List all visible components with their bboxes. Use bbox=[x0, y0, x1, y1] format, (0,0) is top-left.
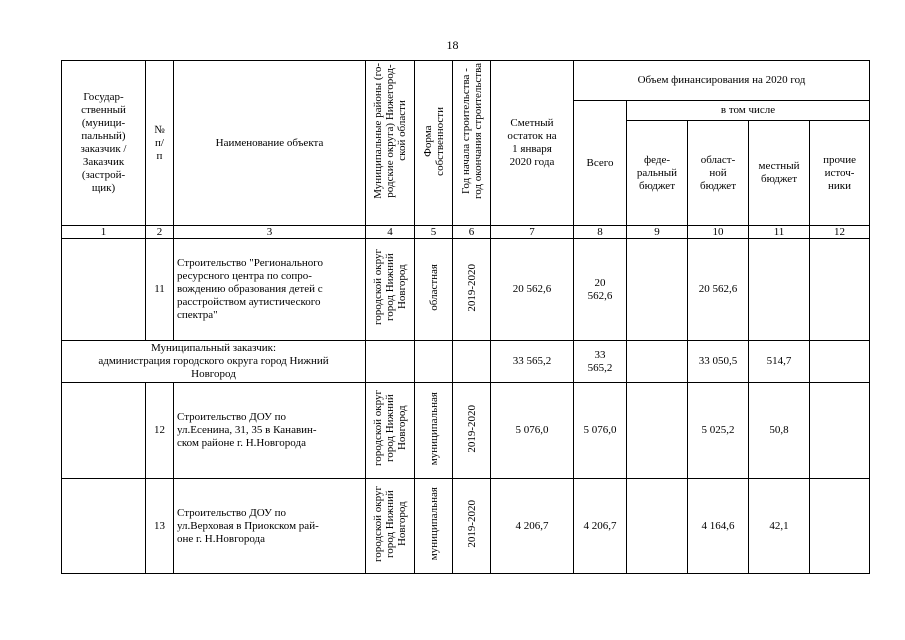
subtotal-local: 514,7 bbox=[749, 341, 810, 383]
table-row bbox=[62, 479, 870, 574]
column-number: 11 bbox=[749, 226, 810, 239]
row-customer bbox=[62, 383, 146, 479]
column-number: 12 bbox=[810, 226, 870, 239]
row-district: городской округ город Нижний Новгород bbox=[366, 383, 415, 479]
row-other bbox=[810, 479, 870, 574]
header-remainder: Сметный остаток на 1 января 2020 года bbox=[491, 61, 574, 226]
row-num: 13 bbox=[146, 479, 174, 574]
row-object-name: Строительство ДОУ по ул.Верховая в Приокском рай- оне г. Н.Новгорода bbox=[174, 479, 366, 574]
row-local: 50,8 bbox=[749, 383, 810, 479]
header-local: местный бюджет bbox=[749, 121, 810, 226]
column-numbers-row bbox=[62, 226, 870, 239]
page-number: 18 bbox=[446, 38, 459, 52]
header-funding: Объем финансирования на 2020 год bbox=[574, 61, 870, 101]
column-number: 6 bbox=[453, 226, 491, 239]
table-row bbox=[62, 239, 870, 341]
column-number: 4 bbox=[366, 226, 415, 239]
row-local bbox=[749, 239, 810, 341]
column-number: 1 bbox=[62, 226, 146, 239]
row-total: 4 206,7 bbox=[574, 479, 627, 574]
table-row bbox=[62, 383, 870, 479]
header-district: Муниципальные районы (го- родские округа) Нижегород- ской области bbox=[366, 61, 415, 226]
row-customer bbox=[62, 479, 146, 574]
row-remainder: 4 206,7 bbox=[491, 479, 574, 574]
row-years: 2019-2020 bbox=[453, 383, 491, 479]
row-remainder: 20 562,6 bbox=[491, 239, 574, 341]
row-local: 42,1 bbox=[749, 479, 810, 574]
row-other bbox=[810, 383, 870, 479]
row-years: 2019-2020 bbox=[453, 479, 491, 574]
row-district: городской округ город Нижний Новгород bbox=[366, 239, 415, 341]
column-number: 10 bbox=[688, 226, 749, 239]
column-number: 2 bbox=[146, 226, 174, 239]
subtotal-federal bbox=[627, 341, 688, 383]
subtotal-other bbox=[810, 341, 870, 383]
row-object-name: Строительство ДОУ по ул.Есенина, 31, 35 в Канавин- ском районе г. Н.Новгорода bbox=[174, 383, 366, 479]
column-number: 9 bbox=[627, 226, 688, 239]
subtotal-regional: 33 050,5 bbox=[688, 341, 749, 383]
row-num: 12 bbox=[146, 383, 174, 479]
column-number: 8 bbox=[574, 226, 627, 239]
row-years: 2019-2020 bbox=[453, 239, 491, 341]
subtotal-years bbox=[453, 341, 491, 383]
subtotal-total: 33 565,2 bbox=[574, 341, 627, 383]
row-regional: 5 025,2 bbox=[688, 383, 749, 479]
row-customer bbox=[62, 239, 146, 341]
row-ownership: областная bbox=[415, 239, 453, 341]
column-number: 3 bbox=[174, 226, 366, 239]
header-regional: област- ной бюджет bbox=[688, 121, 749, 226]
row-regional: 4 164,6 bbox=[688, 479, 749, 574]
header-including: в том числе bbox=[627, 101, 870, 121]
row-num: 11 bbox=[146, 239, 174, 341]
row-object-name: Строительство "Регионального ресурсного центра по сопро- вождению образования детей с расстройством аутистического спектра" bbox=[174, 239, 366, 341]
header-customer: Государ- ственный (муници- пальный) заказчик / Заказчик (застрой- щик) bbox=[62, 61, 146, 226]
row-federal bbox=[627, 239, 688, 341]
column-number: 5 bbox=[415, 226, 453, 239]
subtotal-label: Муниципальный заказчик: администрация городского округа город Нижний Новгород bbox=[62, 341, 366, 383]
row-regional: 20 562,6 bbox=[688, 239, 749, 341]
header-total: Всего bbox=[574, 101, 627, 226]
header-num: № п/ п bbox=[146, 61, 174, 226]
subtotal-remainder: 33 565,2 bbox=[491, 341, 574, 383]
row-federal bbox=[627, 383, 688, 479]
subtotal-district bbox=[366, 341, 415, 383]
header-other: прочие источ- ники bbox=[810, 121, 870, 226]
row-ownership: муниципальная bbox=[415, 383, 453, 479]
row-federal bbox=[627, 479, 688, 574]
financing-table bbox=[61, 60, 870, 574]
row-total: 20 562,6 bbox=[574, 239, 627, 341]
subtotal-row bbox=[62, 341, 870, 383]
header-object-name: Наименование объекта bbox=[174, 61, 366, 226]
row-ownership: муниципальная bbox=[415, 479, 453, 574]
header-years: Год начала строительства - год окончания строительства bbox=[453, 61, 491, 226]
header-federal: феде- ральный бюджет bbox=[627, 121, 688, 226]
row-total: 5 076,0 bbox=[574, 383, 627, 479]
row-remainder: 5 076,0 bbox=[491, 383, 574, 479]
column-number: 7 bbox=[491, 226, 574, 239]
row-other bbox=[810, 239, 870, 341]
header-row-1 bbox=[62, 61, 870, 101]
header-ownership: Форма собственности bbox=[415, 61, 453, 226]
subtotal-ownership bbox=[415, 341, 453, 383]
row-district: городской округ город Нижний Новгород bbox=[366, 479, 415, 574]
